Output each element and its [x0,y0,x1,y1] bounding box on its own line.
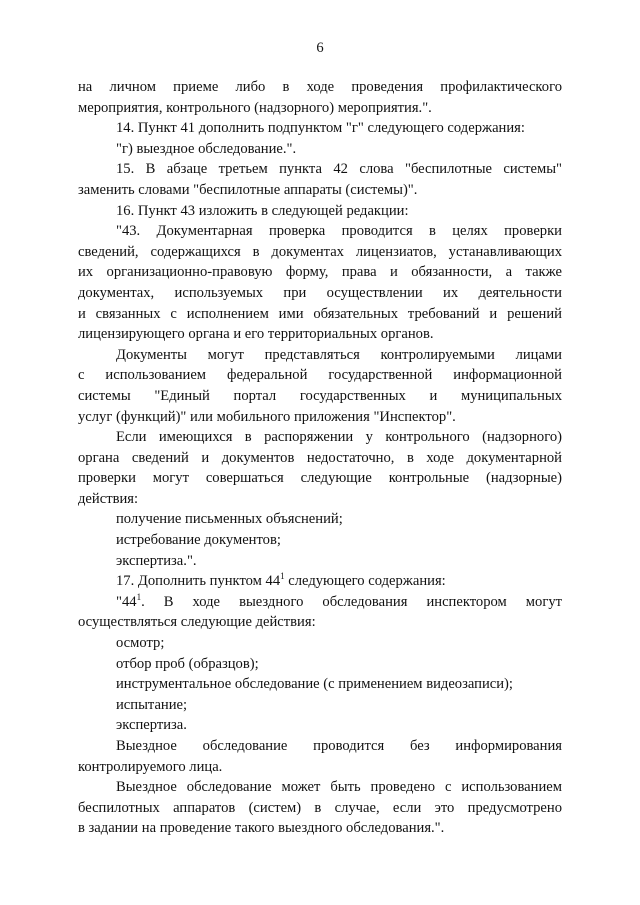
text-line: заменить словами "беспилотные аппараты (системы)". [78,181,418,198]
text-segment: 17. Дополнить пунктом 44 [116,573,281,590]
text-line: их организационно-правовую форму, права и обязанности, а также [78,264,562,281]
text-line: в задании на проведение такого выездного обследования.". [78,820,445,837]
text-line: и связанных с исполнением ими обязательных требований и решений [78,305,562,322]
text-line: отбор проб (образцов); [116,655,259,672]
text-line: с использованием федеральной государственной информационной [78,367,562,384]
text-line: Выездное обследование может быть проведено с использованием [116,779,562,796]
text-line: 15. В абзаце третьем пункта 42 слова "беспилотные системы" [116,161,562,178]
text-line: Если имеющихся в распоряжении у контрольного (надзорного) [116,429,562,446]
text-line: мероприятия, контрольного (надзорного) мероприятия.". [78,99,432,116]
text-segment: . В ходе выездного обследования инспектором могут [141,593,562,610]
text-line: экспертиза. [116,717,187,734]
text-line: получение письменных объяснений; [116,511,343,528]
text-line: органа сведений и документов недостаточно, в ходе документарной [78,449,562,466]
text-line: Выездное обследование проводится без информирования [116,738,562,754]
text-line: проверки могут совершаться следующие контрольные (надзорные) [78,470,562,487]
text-line: "43. Документарная проверка проводится в целях проверки [116,223,562,240]
page-number: 6 [316,40,324,56]
text-segment: следующего содержания: [284,573,446,590]
text-line: "г) выездное обследование.". [116,140,297,157]
text-line: экспертиза.". [116,552,197,569]
text-line: беспилотных аппаратов (систем) в случае, если это предусмотрено [78,799,562,816]
text-line: инструментальное обследование (с применением видеозаписи); [116,676,513,693]
text-line: 14. Пункт 41 дополнить подпунктом "г" следующего содержания: [116,120,525,137]
text-line: на личном приеме либо в ходе проведения профилактического [78,79,562,95]
text-line: лицензирующего органа и его территориальных органов. [78,326,434,343]
text-line: осмотр; [116,635,165,652]
superscript: 1 [280,571,285,582]
document-body [78,77,562,839]
text-line [78,571,562,592]
text-line: сведений, содержащихся в документах лицензиатов, устанавливающих [78,243,562,260]
superscript: 1 [136,591,142,602]
text-line: истребование документов; [116,532,281,549]
text-line: действия: [78,490,139,507]
text-line: 16. Пункт 43 изложить в следующей редакции: [116,202,409,219]
text-line: системы "Единый портал государственных и муниципальных [78,387,562,404]
text-line: Документы могут представляться контролируемыми лицами [116,346,562,363]
text-line: испытание; [116,696,188,713]
text-line: услуг (функций)" или мобильного приложения "Инспектор". [78,408,456,425]
text-line: осуществляться следующие действия: [78,614,316,631]
text-line: документах, используемых при осуществлении их деятельности [78,284,562,301]
text-line [78,592,562,613]
text-line: контролируемого лица. [78,758,223,775]
text-segment: "44 [116,593,137,610]
